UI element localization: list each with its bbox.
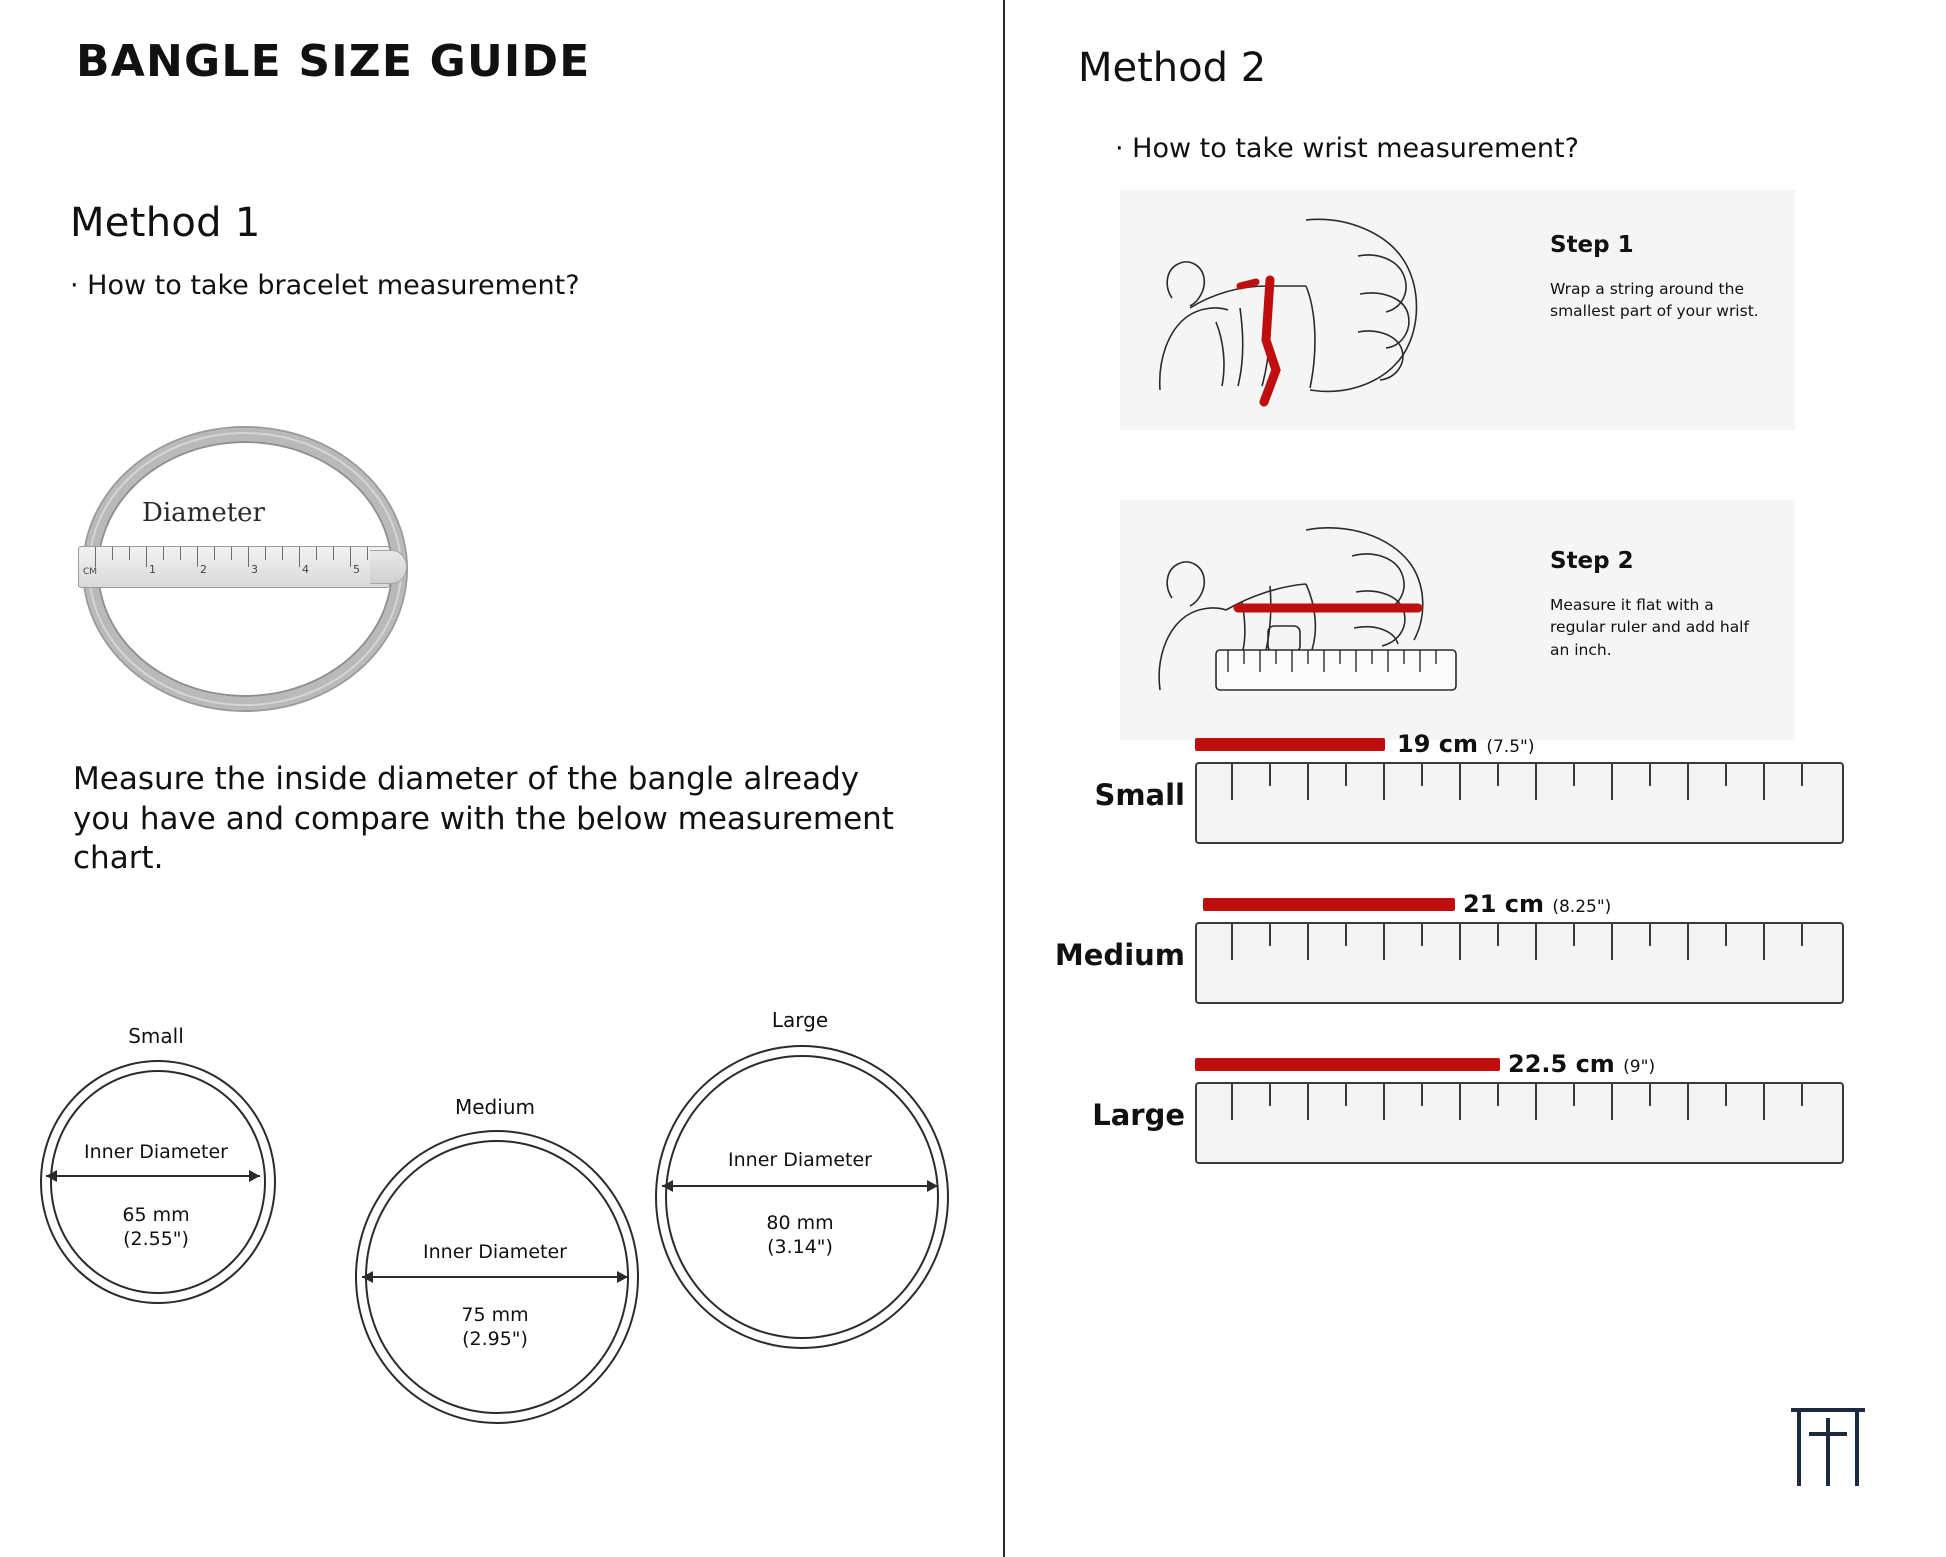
page-title: BANGLE SIZE GUIDE xyxy=(76,36,591,87)
wrist-size-small-value xyxy=(1397,730,1534,758)
small-ruler-graphic: CM 1 2 3 4 5 xyxy=(78,546,390,588)
monogram-logo xyxy=(1783,1400,1873,1495)
circle-large-dimension xyxy=(655,1148,945,1260)
wrist-size-small-cm: 19 cm xyxy=(1397,730,1478,758)
bangle-size-circles xyxy=(0,1000,1003,1470)
step-1-card xyxy=(1120,190,1795,430)
circle-medium-inch: (2.95") xyxy=(462,1328,528,1351)
wrist-size-medium-label: Medium xyxy=(1054,938,1185,972)
step-2-title: Step 2 xyxy=(1550,548,1634,574)
method-1-instruction: Measure the inside diameter of the bangle already you have and compare with the below measurement chart. xyxy=(73,761,894,877)
wrist-size-large-cm: 22.5 cm xyxy=(1508,1050,1615,1078)
circle-small-inch: (2.55") xyxy=(123,1228,189,1251)
wrist-size-small-inch: (7.5") xyxy=(1486,737,1535,757)
wrist-ruler-medium xyxy=(1195,922,1844,1004)
wrist-size-row-medium xyxy=(1005,890,1946,1010)
method-2-heading: Method 2 xyxy=(1078,45,1267,91)
wrist-size-rows xyxy=(1005,730,1946,1160)
method-2-question: · How to take wrist measurement? xyxy=(1115,133,1579,164)
circle-medium-dimension xyxy=(355,1240,635,1352)
step-2-body: Measure it flat with a regular ruler and add half an inch. xyxy=(1550,596,1749,659)
circle-medium-label: Medium xyxy=(455,1095,535,1119)
ruler-unit-label: CM xyxy=(83,567,98,577)
wrist-size-row-large xyxy=(1005,1050,1946,1170)
circle-small-mm: 65 mm xyxy=(122,1203,190,1226)
circle-small-label: Small xyxy=(128,1024,184,1048)
wrist-size-small-label: Small xyxy=(1094,778,1185,812)
step-2-card xyxy=(1120,500,1795,740)
wrist-ruler-small xyxy=(1195,762,1844,844)
circle-small-dimension xyxy=(40,1140,272,1252)
step-1-title: Step 1 xyxy=(1550,232,1634,258)
wrist-ruler-large xyxy=(1195,1082,1844,1164)
wrist-size-medium-bar xyxy=(1203,898,1455,911)
method-1-question: · How to take bracelet measurement? xyxy=(70,270,580,301)
circle-large-label: Large xyxy=(771,1008,829,1032)
circle-medium-dim-label: Inner Diameter xyxy=(423,1241,567,1263)
wrist-size-small-bar xyxy=(1195,738,1385,751)
bangle-diameter-illustration xyxy=(70,420,410,690)
wrist-size-large-inch: (9") xyxy=(1623,1057,1656,1077)
circle-medium-mm: 75 mm xyxy=(461,1303,529,1326)
ruler-end-cap xyxy=(370,550,407,584)
method-1-heading: Method 1 xyxy=(70,200,261,246)
wrist-size-large-value xyxy=(1508,1050,1655,1078)
right-column xyxy=(1005,0,1946,1557)
wrist-size-large-label: Large xyxy=(1092,1098,1185,1132)
wrist-size-medium-inch: (8.25") xyxy=(1552,897,1612,917)
wrist-size-medium-cm: 21 cm xyxy=(1463,890,1544,918)
circle-small-dim-label: Inner Diameter xyxy=(84,1141,228,1163)
wrist-size-row-small xyxy=(1005,730,1946,850)
wrist-string-illustration xyxy=(1120,190,1550,430)
circle-large-mm: 80 mm xyxy=(766,1211,834,1234)
wrist-size-large-bar xyxy=(1195,1058,1500,1071)
circle-large-dim-label: Inner Diameter xyxy=(728,1149,872,1171)
diameter-label: Diameter xyxy=(142,498,265,528)
flat-measure-illustration xyxy=(1120,500,1550,740)
circle-large-inch: (3.14") xyxy=(767,1236,833,1259)
wrist-size-medium-value xyxy=(1463,890,1611,918)
step-1-body: Wrap a string around the smallest part of your wrist. xyxy=(1550,280,1759,321)
